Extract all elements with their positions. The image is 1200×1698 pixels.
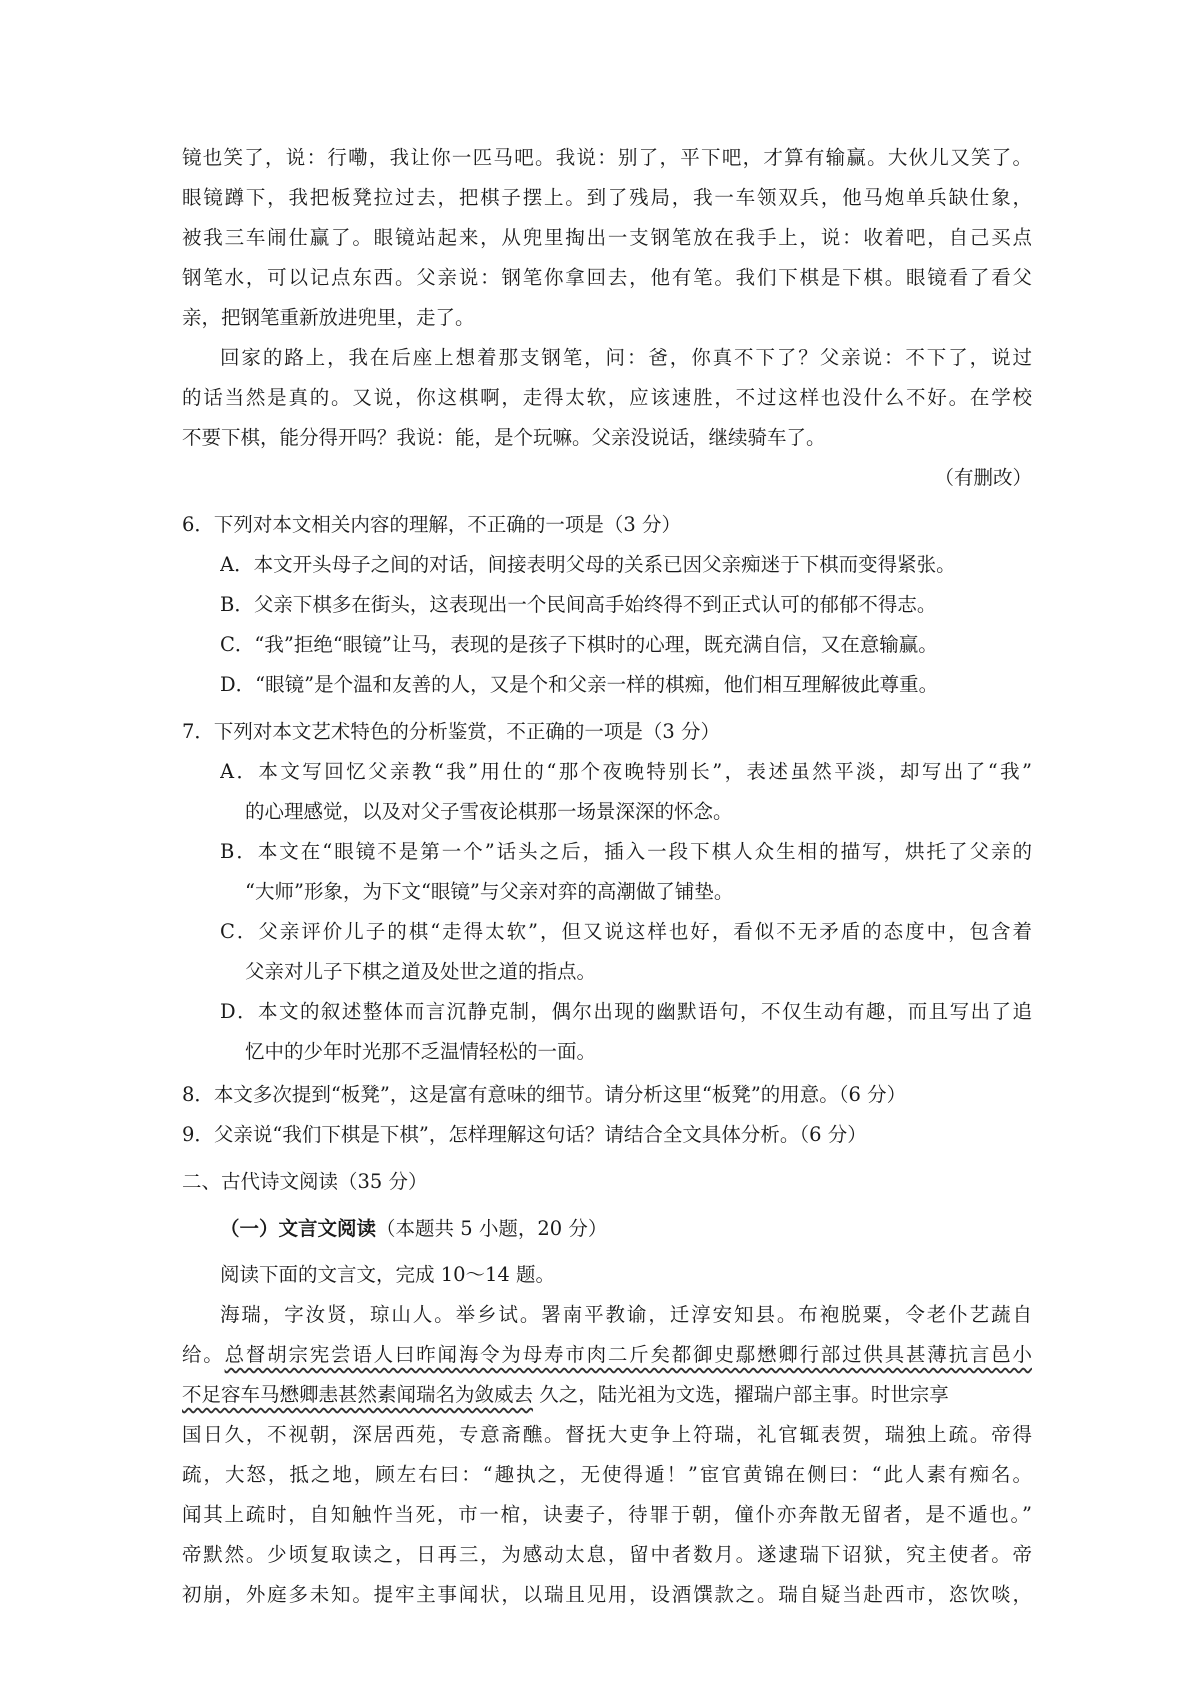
classical-line: 海瑞，字汝贤，琼山人。举乡试。署南平教谕，迁淳安知县。布袍脱粟，令老仆艺蔬自: [220, 1303, 1032, 1326]
classical-line: 初崩，外庭多未知。提牢主事闻状，以瑞且见用，设酒馔款之。瑞自疑当赴西市，恣饮啖，: [182, 1583, 1032, 1606]
q7-option-d-line1: D．本文的叙述整体而言沉静克制，偶尔出现的幽默语句，不仅生动有趣，而且写出了追: [220, 1000, 1032, 1023]
question-6-stem: 6．下列对本文相关内容的理解，不正确的一项是（3 分）: [182, 513, 682, 536]
classical-line-post: 久之，陆光祖为文选，擢瑞户部主事。时世宗享: [533, 1383, 949, 1406]
subsection-1-instruction: 阅读下面的文言文，完成 10～14 题。: [220, 1263, 556, 1286]
passage-line: 镜也笑了，说：行嘞，我让你一匹马吧。我说：别了，平下吧，才算有输赢。大伙儿又笑了。: [182, 146, 1032, 169]
passage-line: 眼镜蹲下，我把板凳拉过去，把棋子摆上。到了残局，我一车领双兵，他马炮单兵缺仕象，: [182, 186, 1032, 209]
q7-option-a-line1: A．本文写回忆父亲教“我”用仕的“那个夜晚特别长”，表述虽然平淡，却写出了“我”: [220, 760, 1032, 783]
q7-option-b-line2: “大师”形象，为下文“眼镜”与父亲对弈的高潮做了铺垫。: [245, 880, 734, 903]
subsection-1-meta: （本题共 5 小题，20 分）: [376, 1217, 608, 1240]
q7-option-a-line2: 的心理感觉，以及对父子雪夜论棋那一场景深深的怀念。: [245, 800, 733, 823]
classical-line: 国日久，不视朝，深居西苑，专意斋醮。督抚大吏争上符瑞，礼官辄表贺，瑞独上疏。帝得: [182, 1423, 1032, 1446]
question-8: 8．本文多次提到“板凳”，这是富有意味的细节。请分析这里“板凳”的用意。（6 分）: [182, 1083, 907, 1106]
q6-option-d: D．“眼镜”是个温和友善的人，又是个和父亲一样的棋痴，他们相互理解彼此尊重。: [220, 673, 939, 696]
passage-line: 亲，把钢笔重新放进兜里，走了。: [182, 306, 475, 329]
q6-option-a: A．本文开头母子之间的对话，间接表明父母的关系已因父亲痴迷于下棋而变得紧张。: [220, 553, 956, 576]
section-2-title: 二、古代诗文阅读（35 分）: [182, 1170, 428, 1193]
question-7-stem: 7．下列对本文艺术特色的分析鉴赏，不正确的一项是（3 分）: [182, 720, 721, 743]
classical-line: 闻其上疏时，自知触忤当死，市一棺，诀妻子，待罪于朝，僮仆亦奔散无留者，是不遁也。”: [182, 1503, 1032, 1526]
q7-option-c-line1: C．父亲评价儿子的棋“走得太软”，但又说这样也好，看似不无矛盾的态度中，包含着: [220, 920, 1032, 943]
passage-line: 回家的路上，我在后座上想着那支钢笔，问：爸，你真不下了？父亲说：不下了，说过: [220, 346, 1032, 369]
classical-line: [182, 1335, 1032, 1375]
q6-option-c: C．“我”拒绝“眼镜”让马，表现的是孩子下棋时的心理，既充满自信，又在意输赢。: [220, 633, 938, 656]
passage-line: 的话当然是真的。又说，你这棋啊，走得太软，应该速胜，不过这样也没什么不好。在学校: [182, 386, 1032, 409]
q6-option-b: B．父亲下棋多在街头，这表现出一个民间高手始终得不到正式认可的郁郁不得志。: [220, 593, 937, 616]
subsection-1-heading: [220, 1209, 1032, 1249]
q7-option-c-line2: 父亲对儿子下棋之道及处世之道的指点。: [245, 960, 597, 983]
passage-line: 钢笔水，可以记点东西。父亲说：钢笔你拿回去，他有笔。我们下棋是下棋。眼镜看了看父: [182, 266, 1032, 289]
classical-line: 帝默然。少顷复取读之，日再三，为感动太息，留中者数月。遂逮瑞下诏狱，究主使者。帝: [182, 1543, 1032, 1566]
source-note: （有删改）: [934, 466, 1032, 489]
classical-line: [182, 1375, 1032, 1415]
q7-option-d-line2: 忆中的少年时光那不乏温情轻松的一面。: [245, 1040, 597, 1063]
wavy-underlined-text: 不足容车马懋卿恚甚然素闻瑞名为敛威去: [182, 1383, 534, 1406]
passage-line: 不要下棋，能分得开吗？我说：能，是个玩嘛。父亲没说话，继续骑车了。: [182, 426, 826, 449]
question-9: 9．父亲说“我们下棋是下棋”，怎样理解这句话？请结合全文具体分析。（6 分）: [182, 1123, 867, 1146]
q7-option-b-line1: B．本文在“眼镜不是第一个”话头之后，插入一段下棋人众生相的描写，烘托了父亲的: [220, 840, 1032, 863]
passage-line: 被我三车闹仕赢了。眼镜站起来，从兜里掏出一支钢笔放在我手上，说：收着吧，自己买点: [182, 226, 1032, 249]
subsection-1-title: （一）文言文阅读: [220, 1217, 377, 1240]
classical-line-pre: 给。: [182, 1343, 225, 1366]
wavy-underlined-text: 总督胡宗宪尝语人曰昨闻海令为母寿市肉二斤矣都御史鄢懋卿行部过供具甚薄抗言邑小: [224, 1343, 1032, 1366]
classical-line: 疏，大怒，抵之地，顾左右曰：“趣执之，无使得遁！”宦官黄锦在侧曰：“此人素有痴名。: [182, 1463, 1032, 1486]
